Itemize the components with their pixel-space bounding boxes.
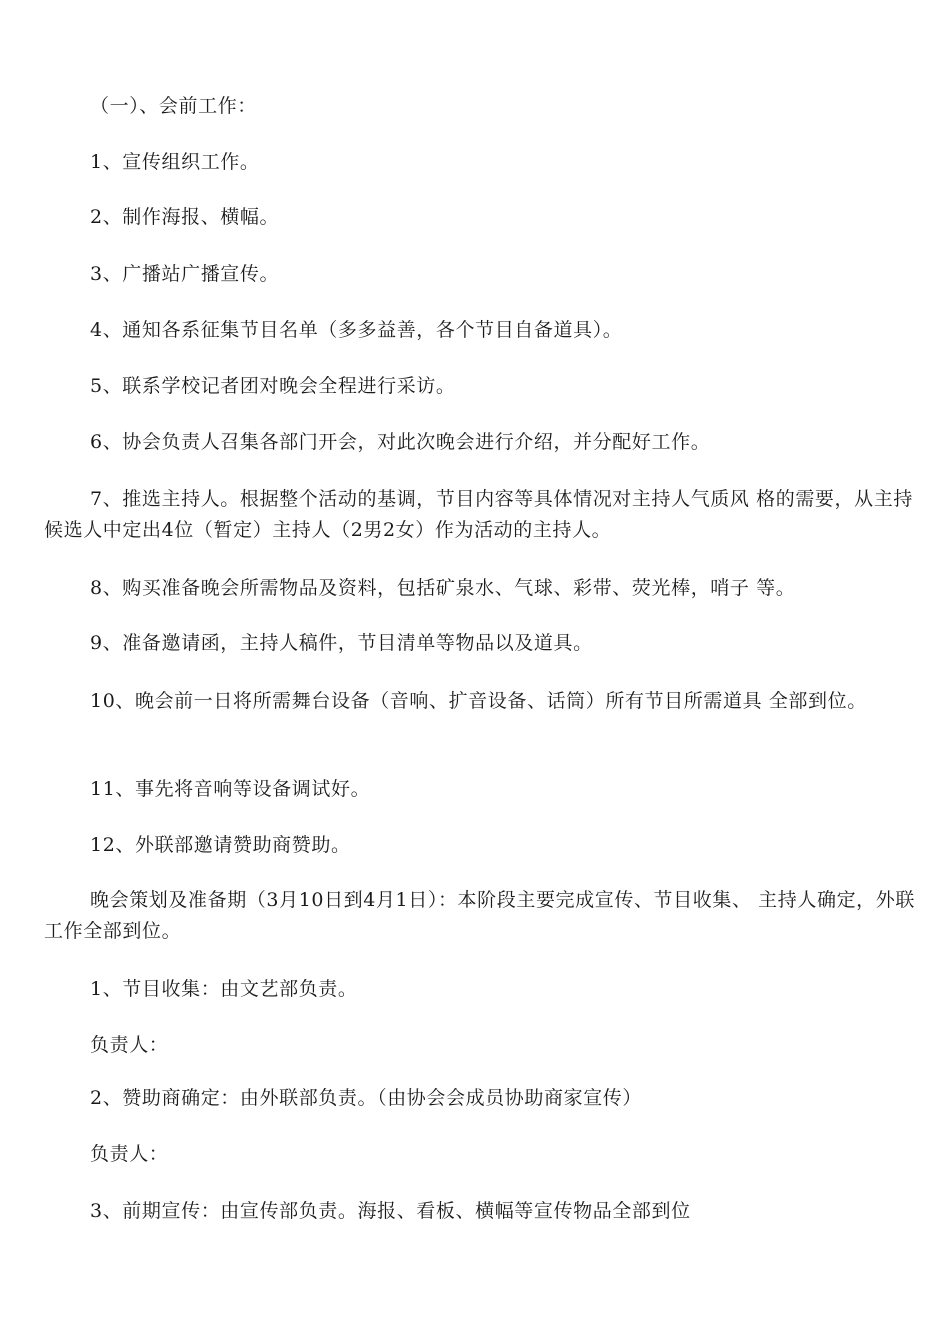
paragraph-item-3: 3、广播站广播宣传。: [90, 263, 280, 285]
paragraph-task-3: 3、前期宣传：由宣传部负责。海报、看板、横幅等宣传物品全部到位: [90, 1200, 691, 1222]
paragraph-owner-1: 负责人：: [90, 1034, 169, 1056]
paragraph-task-2: 2、赞助商确定：由外联部负责。（由协会会成员协助商家宣传）: [90, 1087, 642, 1109]
paragraph-owner-2: 负责人：: [90, 1143, 169, 1165]
paragraph-item-2: 2、制作海报、横幅。: [90, 206, 280, 228]
paragraph-item-9: 9、准备邀请函，主持人稿件，节目清单等物品以及道具。: [90, 632, 593, 654]
paragraph-phase-intro: 晚会策划及准备期（3月10日到4月1日）：本阶段主要完成宣传、节目收集、 主持人确定，外联工作全部到位。: [44, 889, 915, 942]
paragraph-item-5: 5、联系学校记者团对晚会全程进行采访。: [90, 375, 456, 397]
paragraph-item-10: 10、晚会前一日将所需舞台设备（音响、扩音设备、话筒）所有节目所需道具 全部到位。: [90, 690, 867, 712]
paragraph-task-1: 1、节目收集：由文艺部负责。: [90, 978, 358, 1000]
paragraph-item-11: 11、事先将音响等设备调试好。: [90, 778, 371, 800]
paragraph-item-7: 7、推选主持人。根据整个活动的基调，节目内容等具体情况对主持人气质风 格的需要，从主持候选人中定出4位（暂定）主持人（2男2女）作为活动的主持人。: [44, 488, 913, 541]
paragraph-item-1: 1、宣传组织工作。: [90, 151, 260, 173]
paragraph-item-8: 8、购买准备晚会所需物品及资料，包括矿泉水、气球、彩带、荧光棒，哨子 等。: [90, 577, 796, 599]
section-heading: （一）、会前工作：: [90, 95, 257, 117]
paragraph-item-6: 6、协会负责人召集各部门开会，对此次晚会进行介绍，并分配好工作。: [90, 431, 711, 453]
paragraph-item-12: 12、外联部邀请赞助商赞助。: [90, 834, 351, 856]
paragraph-item-4: 4、通知各系征集节目名单（多多益善，各个节目自备道具）。: [90, 319, 623, 341]
